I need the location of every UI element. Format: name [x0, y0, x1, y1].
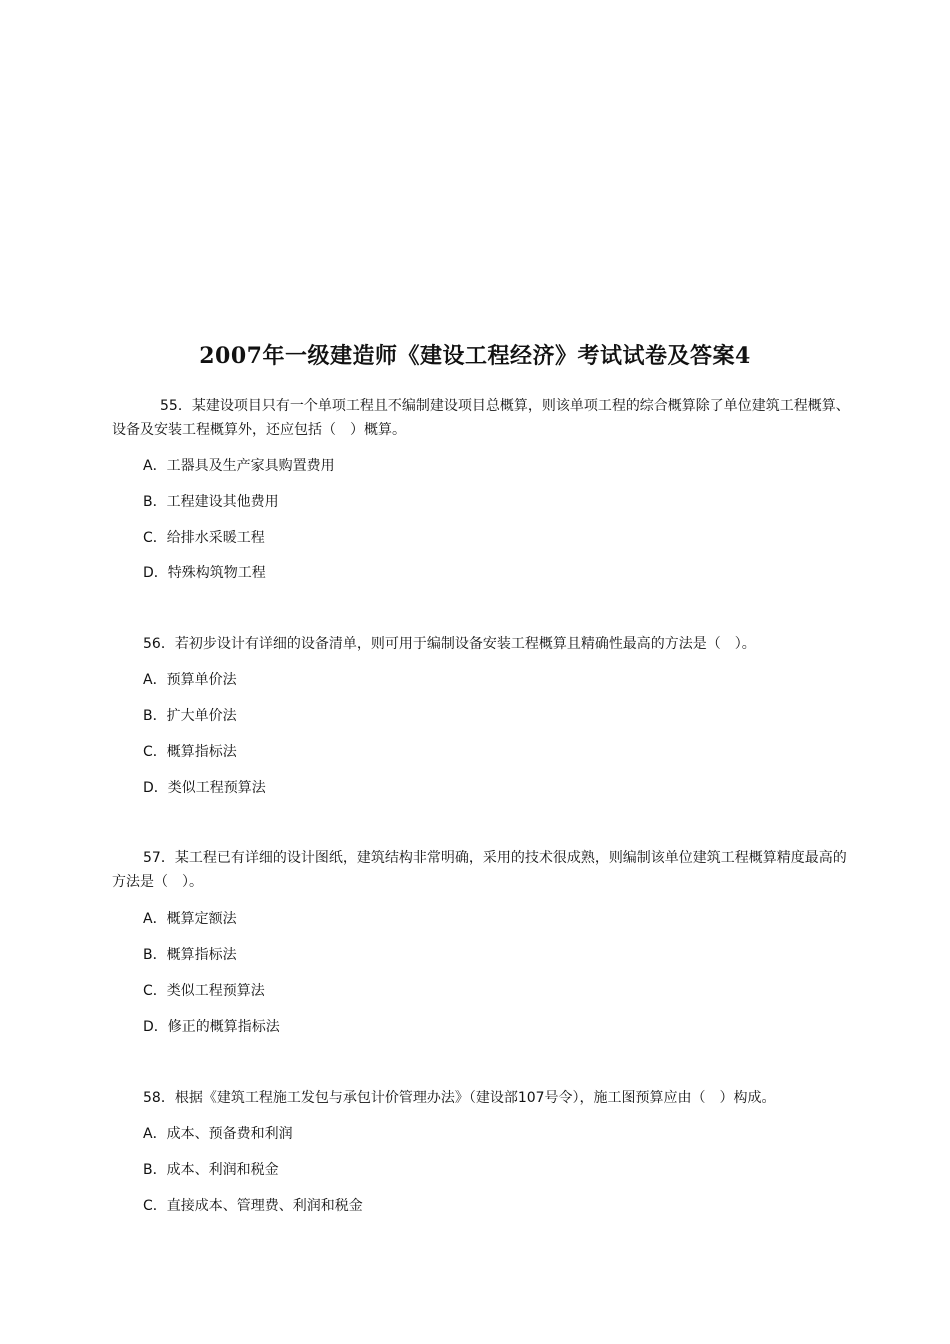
option-a: A．预算单价法 — [143, 672, 237, 688]
question-57 — [112, 846, 852, 894]
option-d: D．类似工程预算法 — [143, 780, 266, 796]
option-c: C．类似工程预算法 — [143, 983, 265, 999]
question-55 — [112, 394, 852, 442]
option-b: B．工程建设其他费用 — [143, 494, 279, 510]
option-c: C．概算指标法 — [143, 744, 237, 760]
question-stem: 55．某建设项目只有一个单项工程且不编制建设项目总概算，则该单项工程的综合概算除了单位建筑工程概算、设备及安装工程概算外，还应包括（ ）概算。 — [112, 398, 850, 438]
option-b: B．扩大单价法 — [143, 708, 237, 724]
question-stem: 58．根据《建筑工程施工发包与承包计价管理办法》（建设部107号令），施工图预算应由（ ）构成。 — [143, 1090, 776, 1106]
question-stem: 57．某工程已有详细的设计图纸，建筑结构非常明确，采用的技术很成熟，则编制该单位建筑工程概算精度最高的方法是（ ）。 — [112, 850, 847, 890]
option-d: D．特殊构筑物工程 — [143, 565, 266, 581]
question-58 — [143, 1086, 863, 1110]
option-c: C．给排水采暖工程 — [143, 530, 265, 546]
option-b: B．概算指标法 — [143, 947, 237, 963]
question-stem: 56．若初步设计有详细的设备清单，则可用于编制设备安装工程概算且精确性最高的方法是（ ）。 — [143, 636, 756, 652]
question-56 — [112, 632, 852, 656]
option-b: B．成本、利润和税金 — [143, 1162, 279, 1178]
option-a: A．概算定额法 — [143, 911, 237, 927]
option-d: D．修正的概算指标法 — [143, 1019, 280, 1035]
option-a: A．成本、预备费和利润 — [143, 1126, 293, 1142]
document-title: 2007年一级建造师《建设工程经济》考试试卷及答案4 — [199, 343, 751, 369]
option-c: C．直接成本、管理费、利润和税金 — [143, 1198, 363, 1214]
option-a: A．工器具及生产家具购置费用 — [143, 458, 335, 474]
